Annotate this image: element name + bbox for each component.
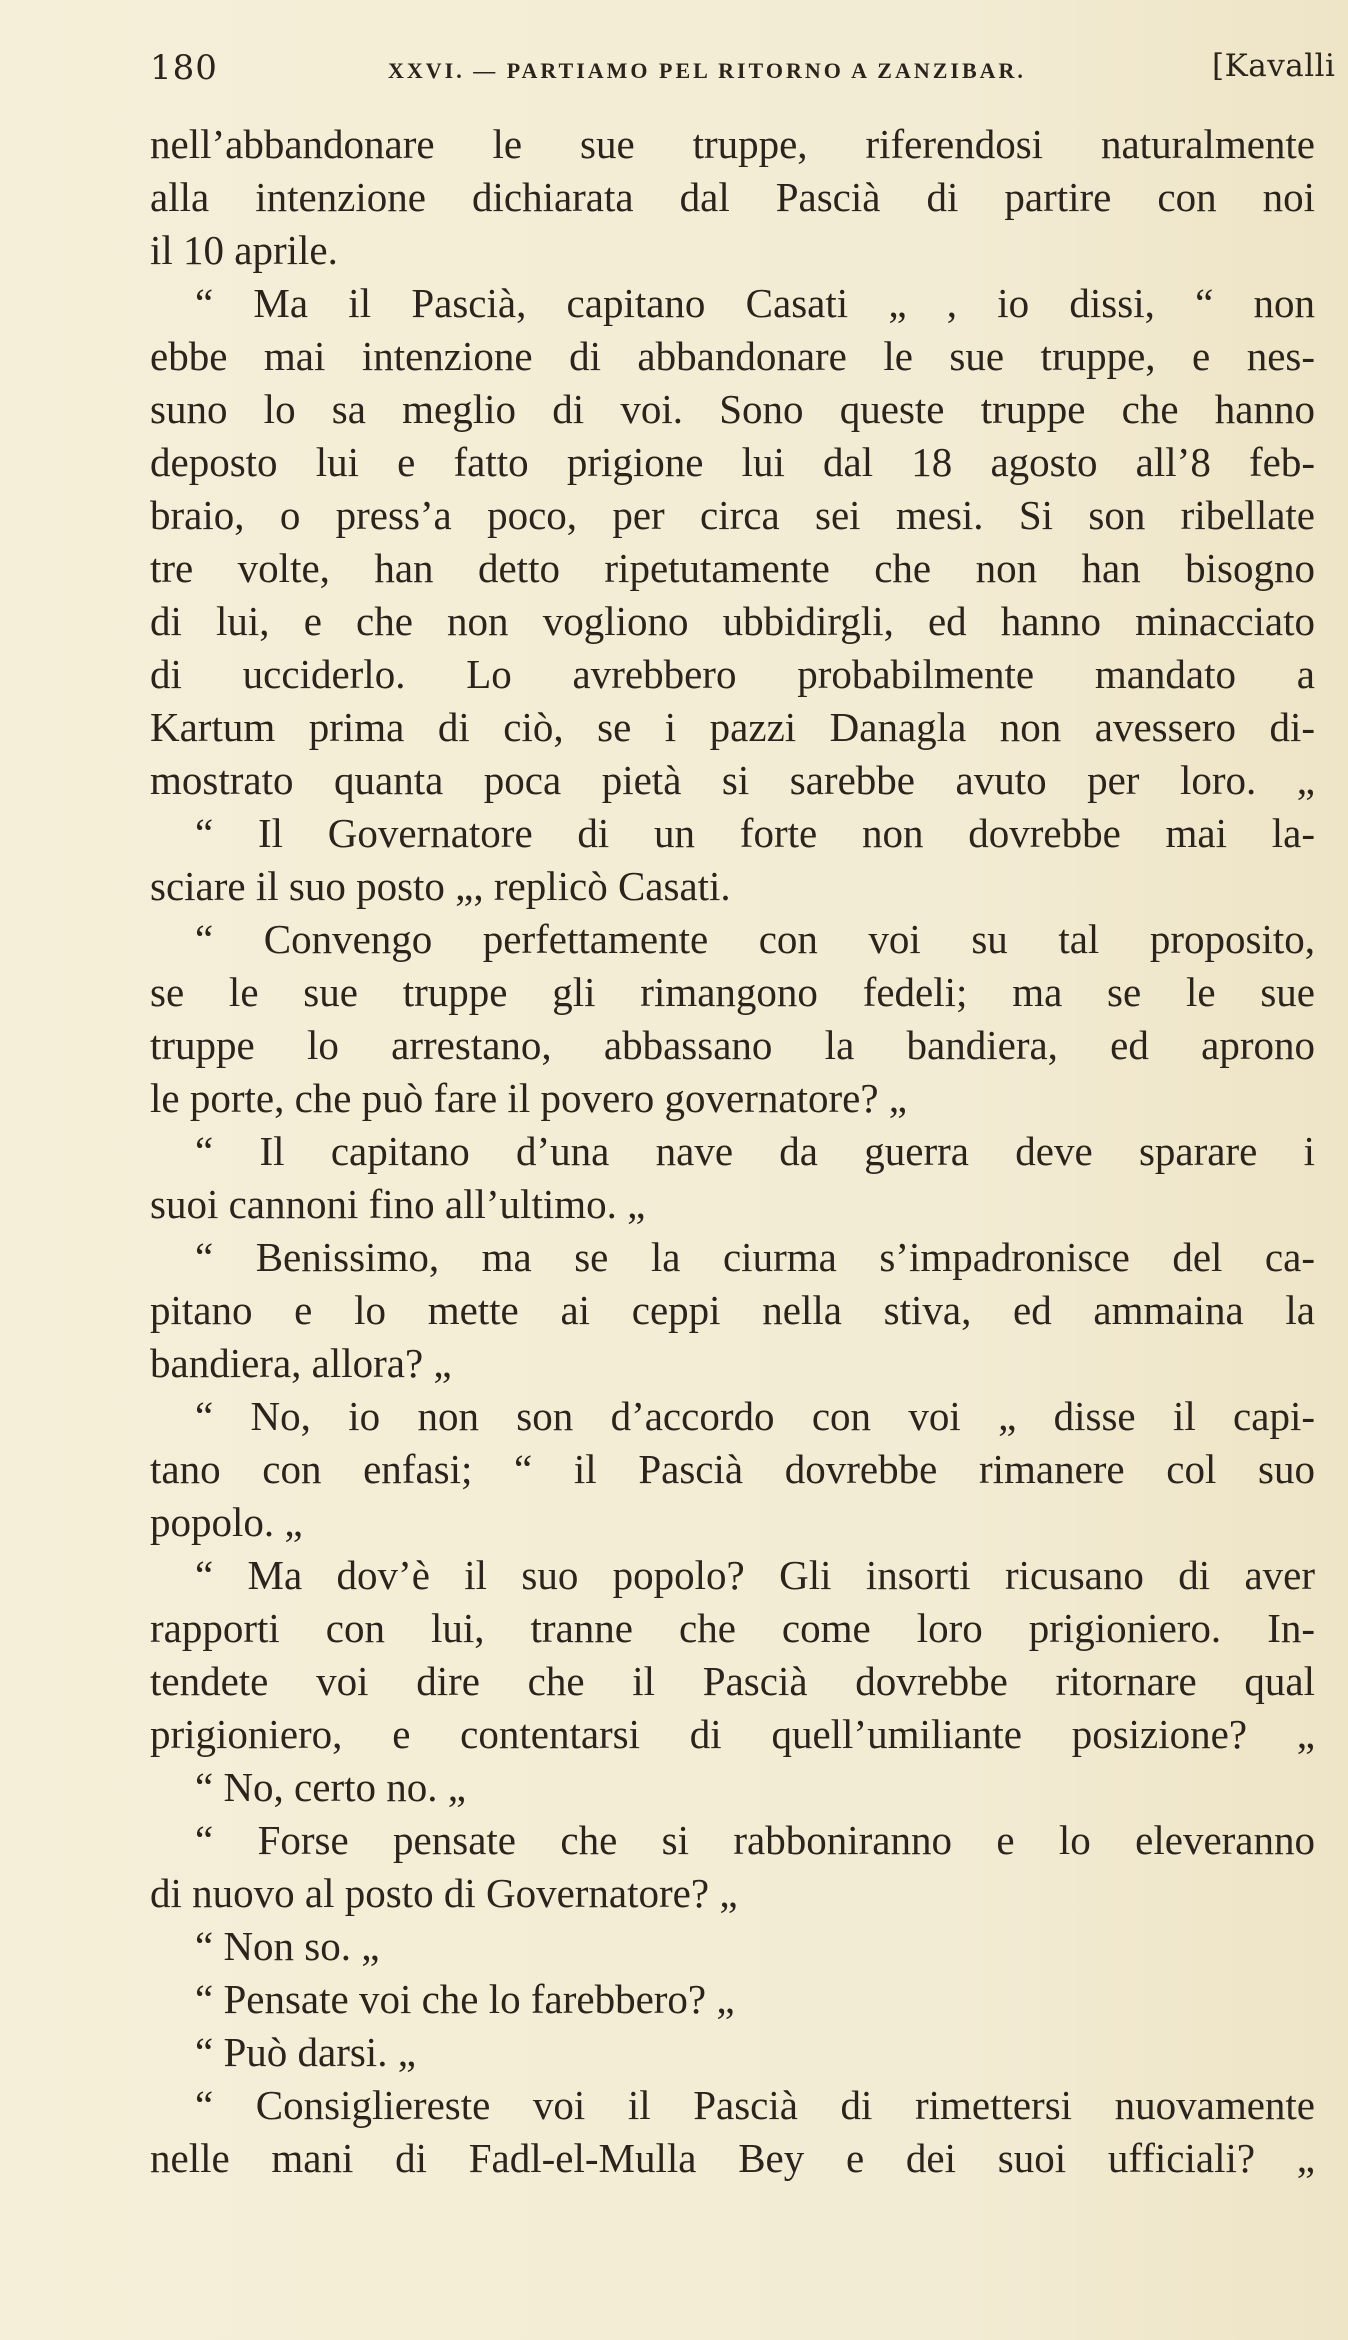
text-line: rapporti con lui, tranne che come loro prigioniero. In- — [150, 1605, 1315, 1651]
header-location: [Kavalli — [1212, 48, 1336, 84]
text-line: se le sue truppe gli rimangono fedeli; ma se le sue — [150, 969, 1315, 1015]
text-line: “ Ma il Pascià, capitano Casati „ , io dissi, “ non — [195, 280, 1315, 326]
text-line: “ Forse pensate che si rabboniranno e lo eleveranno — [195, 1817, 1315, 1863]
text-line: “ Benissimo, ma se la ciurma s’impadronisce del ca- — [195, 1234, 1315, 1280]
text-line: truppe lo arrestano, abbassano la bandiera, ed aprono — [150, 1022, 1315, 1068]
text-line: “ No, io non son d’accordo con voi „ disse il capi- — [195, 1393, 1315, 1439]
text-line: il 10 aprile. — [150, 227, 338, 273]
text-line: le porte, che può fare il povero governatore? „ — [150, 1075, 907, 1121]
running-title: XXVI. — PARTIAMO PEL RITORNO A ZANZIBAR. — [388, 58, 1026, 83]
text-line: “ Non so. „ — [195, 1923, 380, 1969]
text-line: di ucciderlo. Lo avrebbero probabilmente mandato a — [150, 651, 1315, 697]
text-line: alla intenzione dichiarata dal Pascià di partire con noi — [150, 174, 1315, 220]
text-line: tano con enfasi; “ il Pascià dovrebbe rimanere col suo — [150, 1446, 1315, 1492]
text-line: “ Il Governatore di un forte non dovrebbe mai la- — [195, 810, 1315, 856]
text-line: popolo. „ — [150, 1499, 303, 1545]
text-line: “ Il capitano d’una nave da guerra deve sparare i — [195, 1128, 1315, 1174]
text-line: ebbe mai intenzione di abbandonare le sue truppe, e nes- — [150, 333, 1315, 379]
text-line: nell’abbandonare le sue truppe, riferendosi naturalmente — [150, 121, 1315, 167]
text-line: tre volte, han detto ripetutamente che non han bisogno — [150, 545, 1315, 591]
text-line: di nuovo al posto di Governatore? „ — [150, 1870, 738, 1916]
text-line: sciare il suo posto „, replicò Casati. — [150, 863, 731, 909]
text-line: braio, o press’a poco, per circa sei mesi. Si son ribellate — [150, 492, 1315, 538]
text-line: suno lo sa meglio di voi. Sono queste truppe che hanno — [150, 386, 1315, 432]
text-line: suoi cannoni fino all’ultimo. „ — [150, 1181, 646, 1227]
text-line: mostrato quanta poca pietà si sarebbe avuto per loro. „ — [150, 757, 1315, 803]
text-line: “ Convengo perfettamente con voi su tal proposito, — [195, 916, 1315, 962]
text-line: tendete voi dire che il Pascià dovrebbe ritornare qual — [150, 1658, 1315, 1704]
text-line: nelle mani di Fadl-el-Mulla Bey e dei suoi ufficiali? „ — [150, 2135, 1315, 2181]
text-line: “ Può darsi. „ — [195, 2029, 416, 2075]
page-header — [150, 48, 1340, 108]
text-line: bandiera, allora? „ — [150, 1340, 452, 1386]
text-line: deposto lui e fatto prigione lui dal 18 agosto all’8 feb- — [150, 439, 1315, 485]
text-line: “ Consigliereste voi il Pascià di rimettersi nuovamente — [195, 2082, 1315, 2128]
text-line: Kartum prima di ciò, se i pazzi Danagla non avessero di- — [150, 704, 1315, 750]
text-line: di lui, e che non vogliono ubbidirgli, ed hanno minacciato — [150, 598, 1315, 644]
page-number: 180 — [150, 48, 218, 88]
body-text — [150, 118, 1315, 2185]
text-line: prigioniero, e contentarsi di quell’umiliante posizione? „ — [150, 1711, 1315, 1757]
text-line: “ Pensate voi che lo farebbero? „ — [195, 1976, 735, 2022]
text-line: “ Ma dov’è il suo popolo? Gli insorti ricusano di aver — [195, 1552, 1315, 1598]
text-line: pitano e lo mette ai ceppi nella stiva, ed ammaina la — [150, 1287, 1315, 1333]
text-line: “ No, certo no. „ — [195, 1764, 466, 1810]
